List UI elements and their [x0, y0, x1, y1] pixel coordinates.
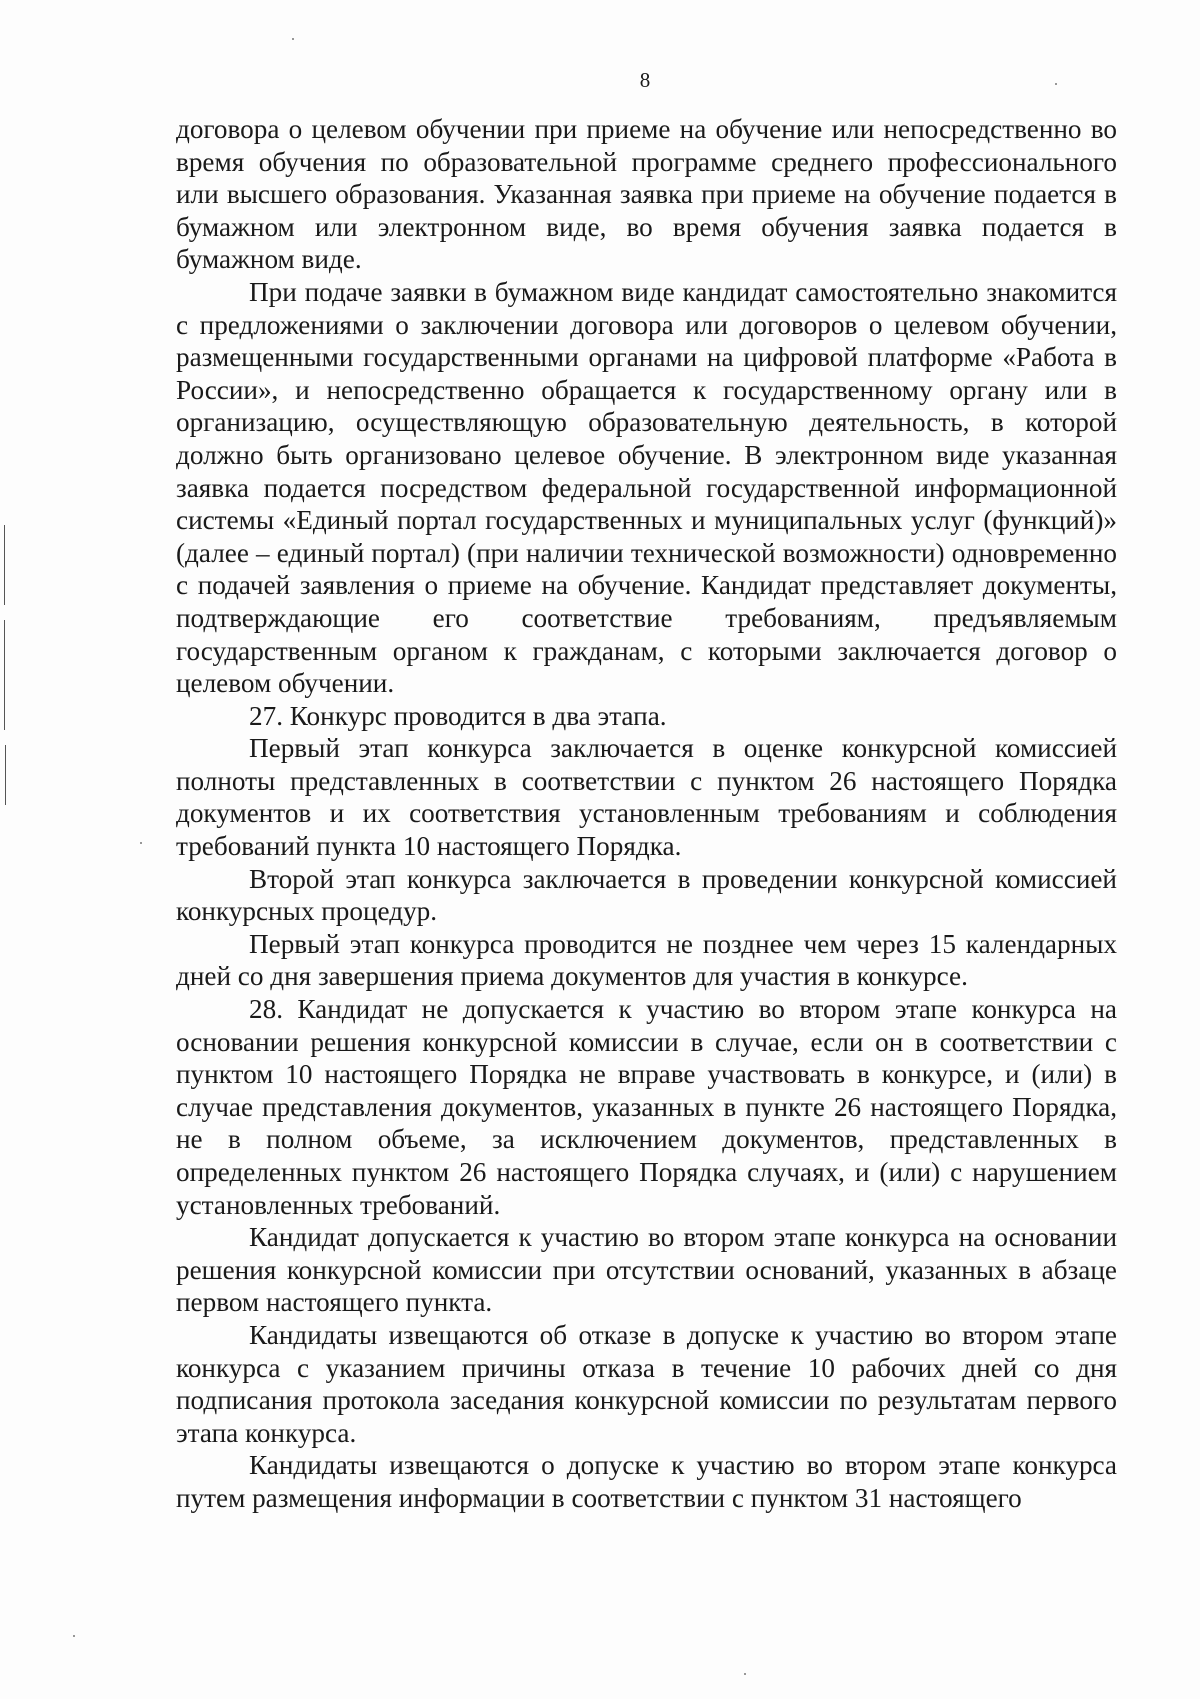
paragraph: 27. Конкурс проводится в два этапа. [249, 700, 667, 731]
document-body [176, 113, 1117, 1515]
paragraph: Кандидаты извещаются о допуске к участию во втором этапе конкурса путем размещения информации в соответствии с пунктом 31 настоящего [176, 1450, 1117, 1513]
page-number: 8 [639, 68, 651, 92]
paragraph: При подаче заявки в бумажном виде кандидат самостоятельно знакомится с предложениями о заключении договора или договоров о целевом обучении, размещенными государственными органами на цифровой платформе «Работа в России», и непосредственно обращается к государственному органу или в организацию, осуществляющую образовательную деятельность, в которой должно быть организовано целевое обучение. В электронном виде указанная заявка подается посредством федеральной государственной информационной системы «Единый портал государственных и муниципальных услуг (функций)» (далее – единый портал) (при наличии технической возможности) одновременно с подачей заявления о приеме на обучение. Кандидат представляет документы, подтверждающие его соответствие требованиям, предъявляемым государственным органом к гражданам, с которыми заключается договор о целевом обучении. [176, 276, 1117, 699]
paragraph: договора о целевом обучении при приеме на обучение или непосредственно во время обучения по образовательной программе среднего профессионального или высшего образования. Указанная заявка при приеме на обучение подается в бумажном или электронном виде, во время обучения заявка подается в бумажном виде. [176, 114, 1117, 275]
paragraph: Второй этап конкурса заключается в проведении конкурсной комиссией конкурсных процедур. [176, 863, 1117, 927]
scan-artifact [73, 1635, 75, 1637]
scan-artifact [140, 842, 142, 844]
scan-artifact [744, 1673, 746, 1675]
paragraph: 28. Кандидат не допускается к участию во втором этапе конкурса на основании решения конкурсной комиссии в случае, если он в соответствии с пунктом 10 настоящего Порядка не вправе участвовать в конкурсе, и (или) в случае представления документов, указанных в пункте 26 настоящего Порядка, не в полном объеме, за исключением документов, представленных в определенных пунктом 26 настоящего Порядка случаях, и (или) с нарушением установленных требований. [176, 994, 1117, 1220]
scan-artifact [5, 745, 6, 805]
paragraph: Первый этап конкурса проводится не позднее чем через 15 календарных дней со дня завершения приема документов для участия в конкурсе. [176, 928, 1117, 992]
scan-artifact [1055, 83, 1057, 85]
scan-artifact [4, 525, 5, 605]
scan-artifact [4, 620, 5, 730]
scan-artifact [292, 38, 294, 40]
paragraph: Кандидаты извещаются об отказе в допуске к участию во втором этапе конкурса с указанием причины отказа в течение 10 рабочих дней со дня подписания протокола заседания конкурсной комиссии по результатам первого этапа конкурса. [176, 1319, 1117, 1448]
paragraph: Кандидат допускается к участию во втором этапе конкурса на основании решения конкурсной комиссии при отсутствии оснований, указанных в абзаце первом настоящего пункта. [176, 1222, 1117, 1318]
paragraph: Первый этап конкурса заключается в оценке конкурсной комиссией полноты представленных в соответствии с пунктом 26 настоящего Порядка документов и их соответствия установленным требованиям и соблюдения требований пункта 10 настоящего Порядка. [176, 733, 1117, 862]
